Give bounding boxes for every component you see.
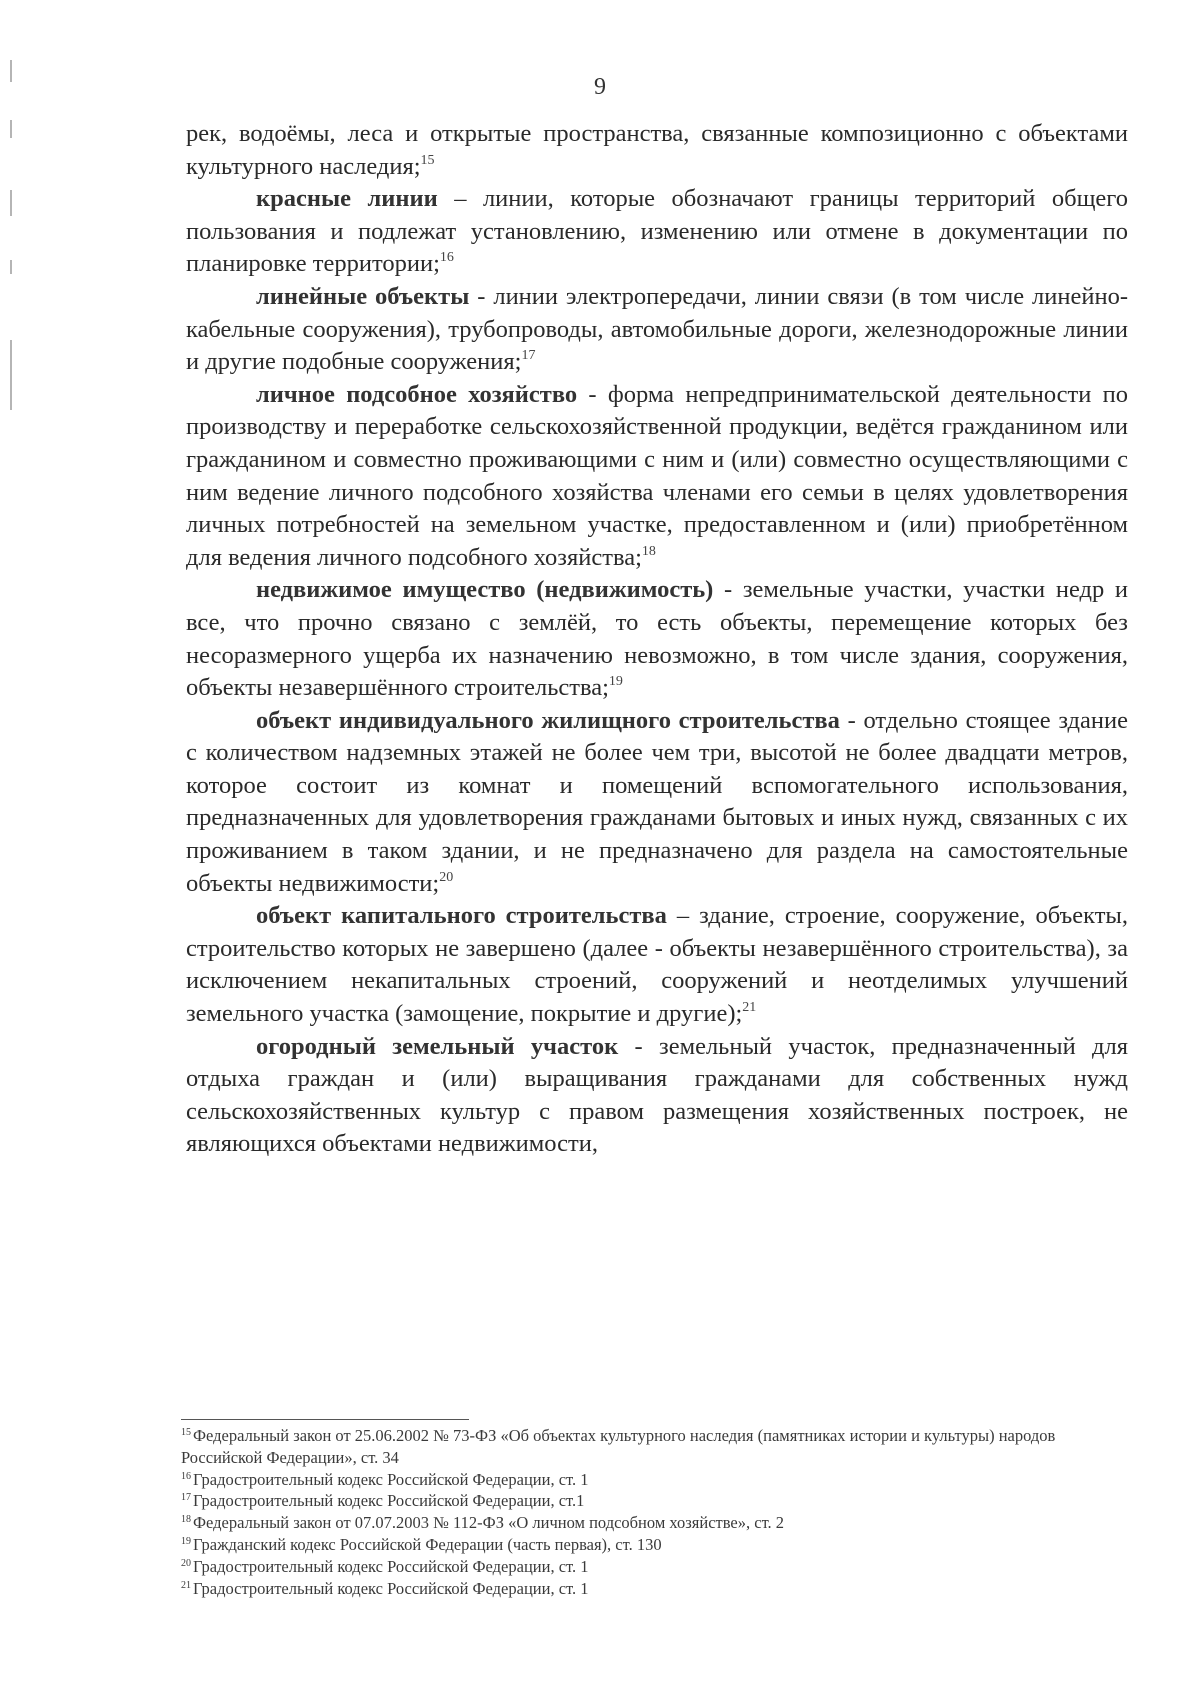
footnote bbox=[181, 1469, 1131, 1491]
definition-real-estate bbox=[186, 574, 1128, 704]
scan-edge-marks bbox=[10, 60, 14, 420]
definition-garden-plot bbox=[186, 1031, 1128, 1161]
definition-text: – здание, строение, сооружение, объекты, строительство которых не завершено (далее - объекты незавершённого строительства), за исключением некапитальных строений, сооружений и неотделимых улучшений земельного участка (замощение, покрытие и другие); bbox=[186, 902, 1128, 1028]
footnote-text: Федеральный закон от 25.06.2002 № 73-ФЗ «Об объектах культурного наследия (памятниках истории и культуры) народов Российской Федерации», ст. 34 bbox=[181, 1426, 1056, 1467]
footnote-ref: 18 bbox=[641, 543, 656, 559]
definition-term: объект индивидуального жилищного строительства bbox=[256, 706, 840, 734]
paragraph-continuation bbox=[186, 118, 1128, 183]
definition-text: - линии электропередачи, линии связи (в том числе линейно-кабельные сооружения), трубопроводы, автомобильные дороги, железнодорожные линии и другие подобные сооружения; bbox=[186, 282, 1129, 376]
footnote-number: 16 bbox=[181, 1470, 191, 1482]
page-number: 9 bbox=[594, 74, 606, 100]
footnote-ref: 16 bbox=[439, 250, 454, 266]
definition-capital-construction bbox=[186, 900, 1128, 1030]
footnote-text: Градостроительный кодекс Российской Федерации, ст. 1 bbox=[193, 1469, 589, 1489]
footnotes bbox=[181, 1425, 1131, 1599]
footnote bbox=[181, 1490, 1131, 1512]
definition-term: личное подсобное хозяйство bbox=[256, 380, 578, 408]
definition-linear-objects bbox=[186, 281, 1128, 379]
footnote-number: 19 bbox=[181, 1535, 191, 1547]
footnote-text: Градостроительный кодекс Российской Федерации, ст.1 bbox=[193, 1491, 585, 1511]
footnote-text: Градостроительный кодекс Российской Федерации, ст. 1 bbox=[193, 1578, 589, 1598]
footnote-number: 17 bbox=[181, 1492, 191, 1504]
footnote-ref: 19 bbox=[608, 674, 623, 690]
footnote-ref: 21 bbox=[742, 1000, 757, 1016]
footnote bbox=[181, 1578, 1131, 1600]
footnote-text: Градостроительный кодекс Российской Федерации, ст. 1 bbox=[193, 1556, 589, 1576]
footnote-ref: 20 bbox=[439, 869, 454, 885]
definition-text: - земельный участок, предназначенный для отдыха граждан и (или) выращивания гражданами для собственных нужд сельскохозяйственных культур с правом размещения хозяйственных построек, не являющихся объектами недвижимости, bbox=[186, 1032, 1129, 1158]
footnote bbox=[181, 1556, 1131, 1578]
definition-term: линейные объекты bbox=[256, 282, 470, 310]
footnote bbox=[181, 1425, 1131, 1469]
footnote-number: 18 bbox=[181, 1514, 191, 1526]
definition-term: огородный земельный участок bbox=[256, 1032, 619, 1060]
footnote-text: Гражданский кодекс Российской Федерации (часть первая), ст. 130 bbox=[193, 1534, 662, 1554]
definition-text: - форма непредпринимательской деятельности по производству и переработке сельскохозяйственной продукции, ведётся гражданином или гражданином и совместно проживающими с ним и (или) совместно осуществляющими с ним ведение личного подсобного хозяйства членами его семьи в целях удовлетворения личных потребностей на земельном участке, предоставленном и (или) приобретённом для ведения личного подсобного хозяйства; bbox=[186, 380, 1129, 571]
definition-text: – линии, которые обозначают границы территорий общего пользования и подлежат установлению, изменению или отмене в документации по планировке территории; bbox=[186, 185, 1128, 278]
footnote-text: Федеральный закон от 07.07.2003 № 112-ФЗ «О личном подсобном хозяйстве», ст. 2 bbox=[193, 1513, 785, 1533]
definition-text: - земельные участки, участки недр и все, что прочно связано с землёй, то есть объекты, перемещение которых без несоразмерного ущерба их назначению невозможно, в том числе здания, сооружения, объекты незавершённого строительства; bbox=[186, 576, 1128, 702]
footnote-number: 20 bbox=[181, 1557, 191, 1569]
footnote-ref: 15 bbox=[420, 152, 435, 168]
footnote bbox=[181, 1534, 1131, 1556]
footnote-number: 15 bbox=[181, 1427, 191, 1438]
definition-text: - отдельно стоящее здание с количеством надземных этажей не более чем три, высотой не более двадцати метров, которое состоит из комнат и помещений вспомогательного использования, предназначенных для удовлетворения гражданами бытовых и иных нужд, связанных с их проживанием в таком здании, и не предназначено для раздела на самостоятельные объекты недвижимости; bbox=[186, 706, 1128, 897]
footnote bbox=[181, 1512, 1131, 1534]
definition-personal-farm bbox=[186, 379, 1128, 575]
definition-term: недвижимое имущество (недвижимость) bbox=[256, 576, 714, 604]
body-text bbox=[186, 118, 1128, 1161]
footnote-separator bbox=[181, 1419, 469, 1420]
footnote-number: 21 bbox=[181, 1579, 191, 1591]
paragraph-text: рек, водоёмы, леса и открытые пространства, связанные композиционно с объектами культурного наследия; bbox=[186, 120, 1128, 180]
footnote-ref: 17 bbox=[521, 348, 536, 364]
definition-term: объект капитального строительства bbox=[256, 902, 667, 930]
definition-red-lines bbox=[186, 183, 1128, 281]
definition-term: красные линии bbox=[256, 185, 438, 213]
definition-individual-housing bbox=[186, 705, 1128, 901]
